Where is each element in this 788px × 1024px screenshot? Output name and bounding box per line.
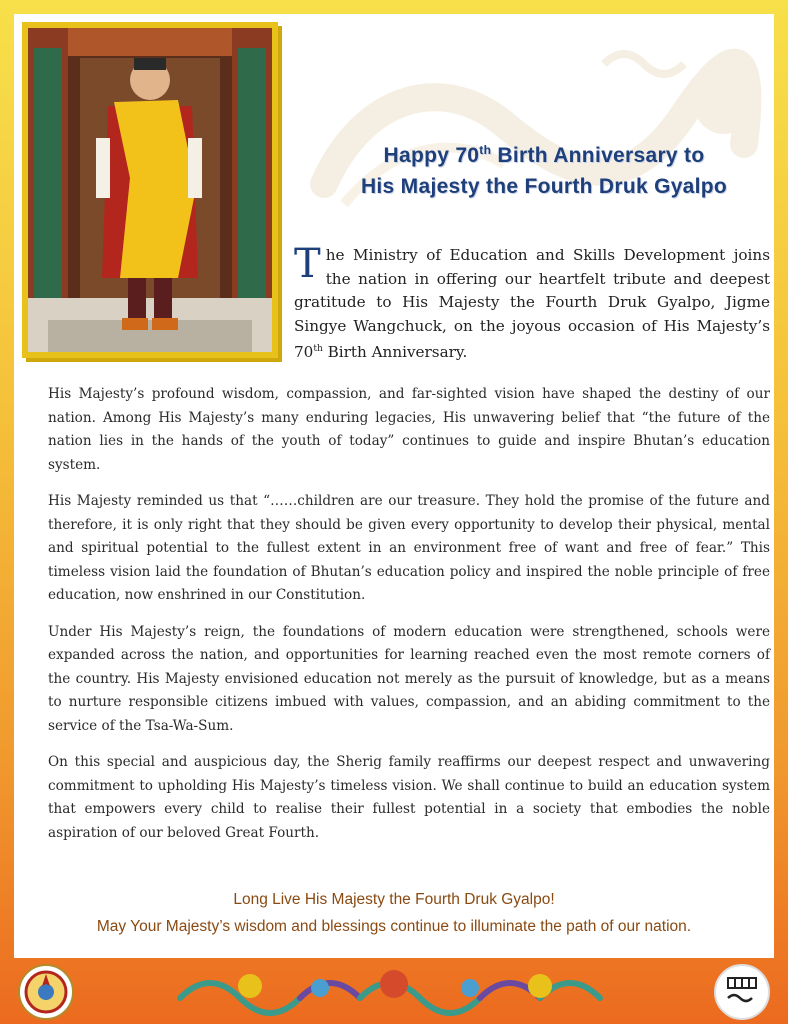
title-line-1-start: Happy 70 [383, 144, 480, 167]
closing-line-1: Long Live His Majesty the Fourth Druk Gyalpo! [233, 891, 555, 908]
portrait-frame [22, 22, 278, 358]
title-superscript: th [479, 143, 492, 157]
intro-text: he Ministry of Education and Skills Development joins the nation in offering our heartfelt tribute and deepest gratitude to His Majesty the Fourth Druk Gyalpo, Jigme Singye Wangchuck, on the joyous occasion of His Majesty’s [294, 246, 770, 335]
title-line-2: His Majesty the Fourth Druk Gyalpo [360, 175, 728, 198]
royal-emblem-icon [18, 964, 74, 1020]
paragraph-reign: Under His Majesty’s reign, the foundations of modern education were strengthened, schools were expanded across the nation, and opportunities for learning reached even the most remote corners of the country. His Majesty envisioned education not merely as the pursuit of knowledge, but as a means to nurture responsible citizens imbued with values, compassion, and an abiding commitment to the service of the Tsa-Wa-Sum. [48, 623, 770, 734]
tribute-panel [14, 14, 774, 958]
intro-text-end: Birth Anniversary. [322, 343, 468, 362]
intro-number: 70 [294, 343, 314, 362]
page-title [284, 140, 788, 202]
sherig-logo-icon [714, 964, 770, 1020]
footer-ornament [0, 958, 788, 1024]
body-text [48, 383, 770, 858]
closing-message [14, 886, 774, 940]
drop-cap: T [294, 241, 321, 287]
king-portrait [28, 28, 272, 352]
title-line-1-end: Birth Anniversary to [491, 144, 705, 167]
intro-paragraph [294, 241, 770, 365]
title-line-1 [284, 140, 788, 171]
intro-superscript: th [313, 344, 323, 354]
closing-line-2: May Your Majesty’s wisdom and blessings continue to illuminate the path of our nation. [96, 918, 692, 935]
paragraph-commitment: On this special and auspicious day, the Sherig family reaffirms our deepest respect and unwavering commitment to upholding His Majesty’s timeless vision. We shall continue to build an education system that empowers every child to realise their fullest potential in a society that embodies the noble aspiration of our beloved Great Fourth. [48, 754, 770, 841]
paragraph-wisdom: His Majesty’s profound wisdom, compassion, and far-sighted vision have shaped the destiny of our nation. Among His Majesty’s many enduring legacies, His unwavering belief that “the future of the nation lies in the hands of the youth of today” continues to guide and inspire Bhutan’s education system. [48, 386, 770, 473]
paragraph-quote: His Majesty reminded us that “……children are our treasure. They hold the promise of the future and therefore, it is only right that they should be given every opportunity to develop their physical, mental and spiritual potential to the fullest extent in an environment free of want and free of fear.” This timeless vision laid the foundation of Bhutan’s education policy and inspired the noble principle of free education, now enshrined in our Constitution. [48, 493, 770, 603]
